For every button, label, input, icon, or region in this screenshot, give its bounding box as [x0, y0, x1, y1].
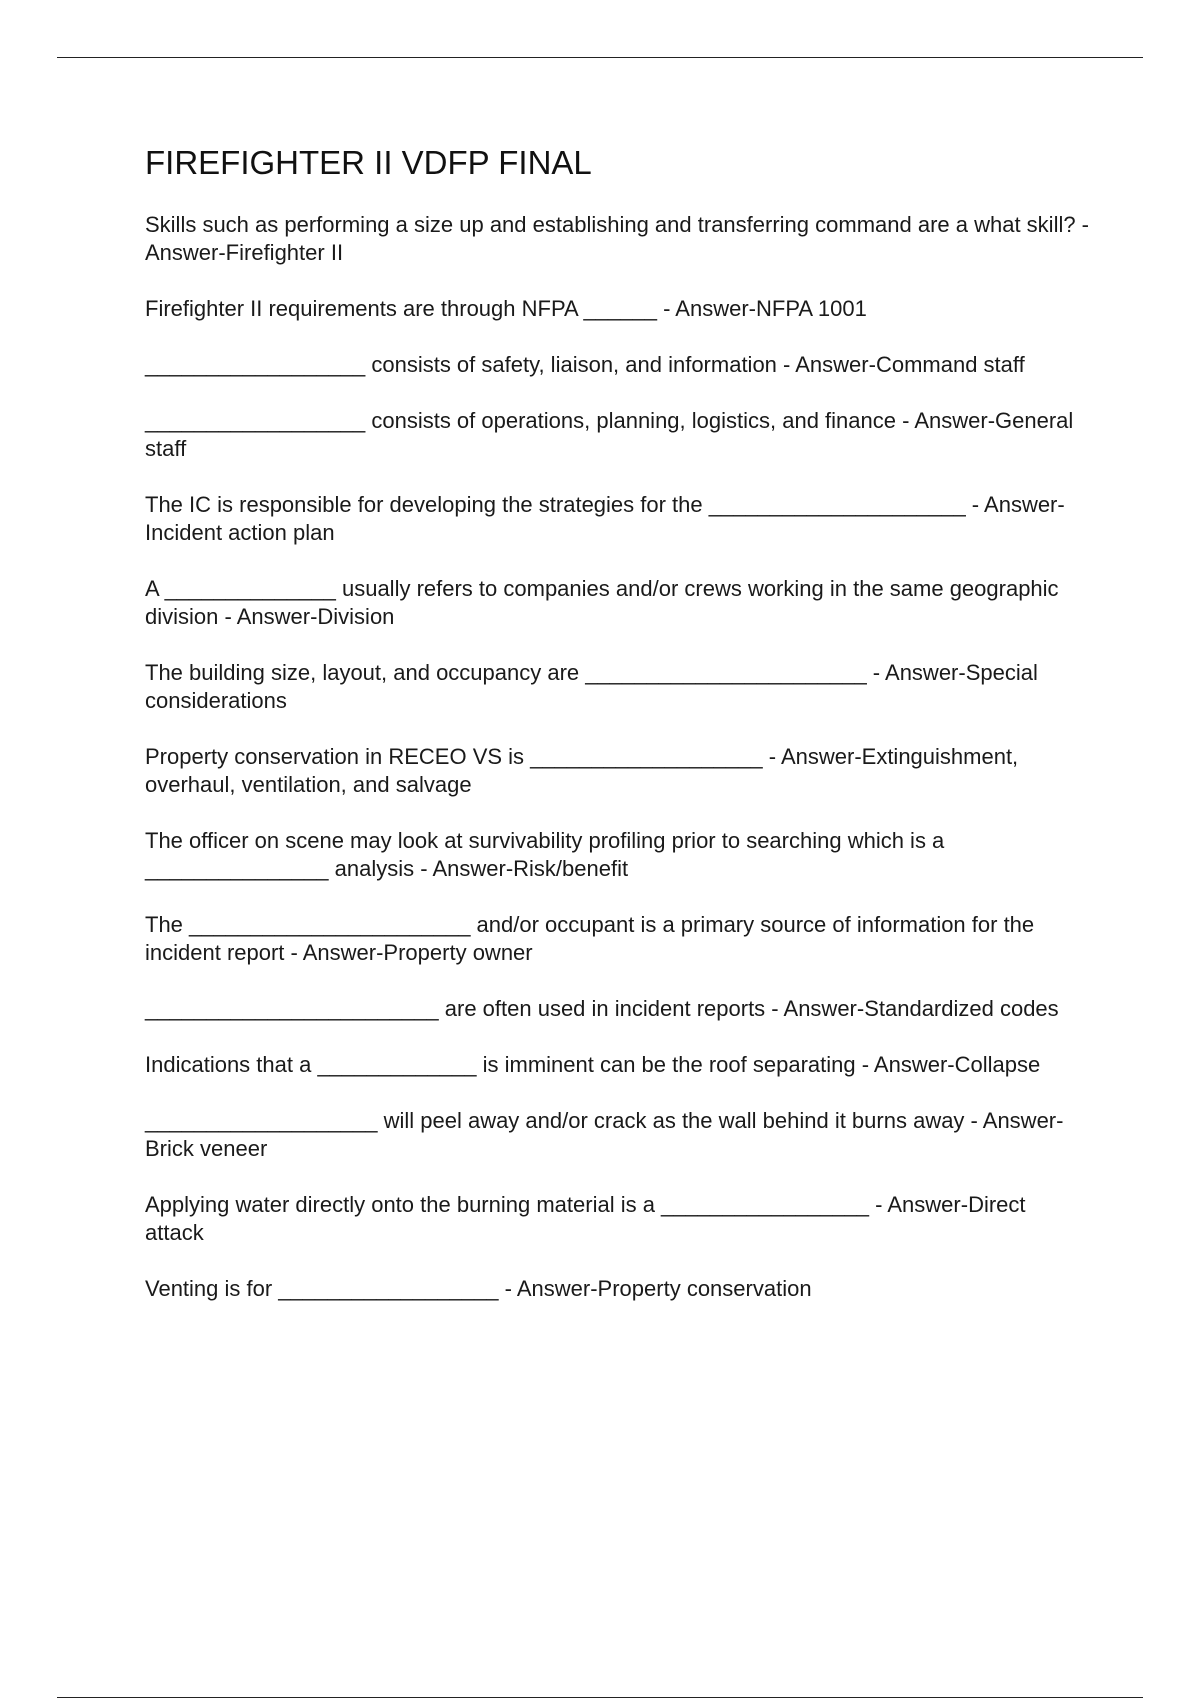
qa-item-4: __________________ consists of operations, planning, logistics, and finance - Answer-General staff — [145, 407, 1074, 461]
qa-item-3: __________________ consists of safety, liaison, and information - Answer-Command staff — [145, 351, 1025, 377]
qa-item-5: The IC is responsible for developing the strategies for the _____________________ - Answer-Incident action plan — [145, 491, 1065, 545]
document-title: FIREFIGHTER II VDFP FINAL — [145, 144, 592, 181]
qa-item-7: The building size, layout, and occupancy are _______________________ - Answer-Special considerations — [145, 659, 1038, 713]
qa-item-6: A ______________ usually refers to companies and/or crews working in the same geographic division - Answer-Division — [145, 575, 1059, 629]
question-answer-list — [145, 211, 1090, 1303]
qa-item-1: Skills such as performing a size up and establishing and transferring command are a what skill? - Answer-Firefighter II — [145, 211, 1090, 265]
qa-item-13: ___________________ will peel away and/or crack as the wall behind it burns away - Answer-Brick veneer — [145, 1107, 1064, 1161]
qa-item-8: Property conservation in RECEO VS is ___________________ - Answer-Extinguishment, overhaul, ventilation, and salvage — [145, 743, 1019, 797]
qa-item-2: Firefighter II requirements are through NFPA ______ - Answer-NFPA 1001 — [145, 295, 867, 321]
qa-item-12: Indications that a _____________ is imminent can be the roof separating - Answer-Collapse — [145, 1051, 1041, 1077]
top-rule — [57, 57, 1143, 58]
qa-item-14: Applying water directly onto the burning material is a _________________ - Answer-Direct attack — [145, 1191, 1026, 1245]
bottom-rule — [57, 1697, 1143, 1698]
qa-item-10: The _______________________ and/or occupant is a primary source of information for the incident report - Answer-Property owner — [145, 911, 1035, 965]
qa-item-15: Venting is for __________________ - Answer-Property conservation — [145, 1275, 812, 1301]
document-body — [145, 143, 1090, 1331]
qa-item-9: The officer on scene may look at survivability profiling prior to searching which is a _______________ analysis - Answer-Risk/benefit — [145, 827, 945, 881]
qa-item-11: ________________________ are often used in incident reports - Answer-Standardized codes — [145, 995, 1059, 1021]
